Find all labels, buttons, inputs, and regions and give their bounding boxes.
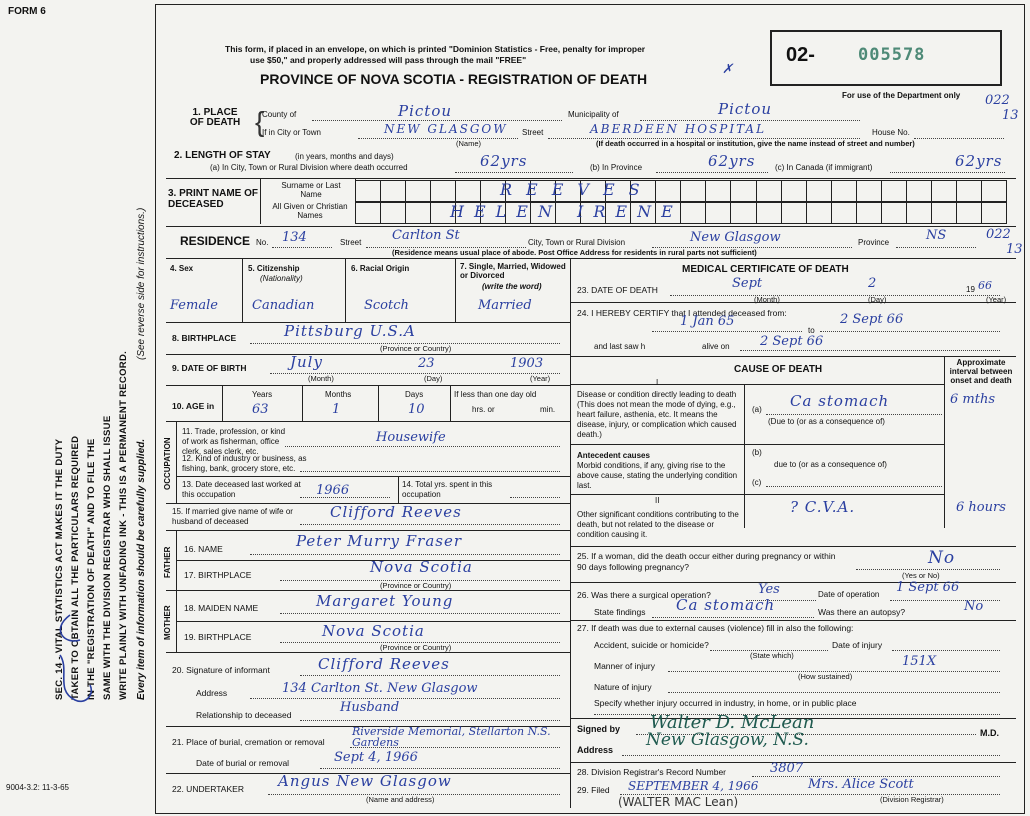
surname-grid xyxy=(355,180,1007,202)
undertaker-caption: (Name and address) xyxy=(366,795,435,804)
citizenship-value: Canadian xyxy=(252,298,315,313)
bracket: { xyxy=(255,106,265,137)
state-which-caption: (State which) xyxy=(750,651,794,660)
residence-prov: NS xyxy=(926,228,947,243)
race-value: Scotch xyxy=(364,298,409,313)
death-year-prefix: 19 xyxy=(966,285,975,294)
interval-label: Approximate interval between onset and death xyxy=(949,358,1013,385)
place-code-1: 022 xyxy=(985,93,1010,108)
house-label: House No. xyxy=(872,128,910,137)
q29-label: 29. Filed xyxy=(577,785,610,795)
residence-street-label: Street xyxy=(340,238,362,247)
county-value: Pictou xyxy=(398,102,453,120)
birthplace-value: Pittsburg U.S.A xyxy=(284,322,416,340)
age-days: 10 xyxy=(408,402,425,417)
side-text-4: SAME WITH THE DIVISION REGISTRAR WHO SHALL ISSUE xyxy=(102,415,113,700)
marital-label: 7. Single, Married, Widowed or Divorced xyxy=(460,262,566,280)
q25-label: 25. If a woman, did the death occur either during pregnancy or within 90 days following pregnancy? xyxy=(577,551,836,572)
manner-mark: 151X xyxy=(902,654,937,669)
death-year: 66 xyxy=(978,279,992,292)
q13-value: 1966 xyxy=(316,483,350,498)
mark-x: ✗ xyxy=(722,62,733,77)
sex-label: 4. Sex xyxy=(170,264,194,273)
interval-other: 6 hours xyxy=(956,500,1006,515)
mother-birthplace: Nova Scotia xyxy=(322,622,425,640)
residence-label: RESIDENCE xyxy=(180,234,251,248)
father-name-label: 16. NAME xyxy=(184,544,223,554)
place-of-death-label: 1. PLACE OF DEATH xyxy=(189,107,241,128)
death-day-cap: (Day) xyxy=(868,295,887,304)
due-to-a: (Due to (or as a consequence of) xyxy=(768,417,885,426)
municipality-value: Pictou xyxy=(718,100,773,118)
specify-label: Specify whether injury occurred in industry, in home, or in public place xyxy=(594,698,857,708)
form-number: 9004-3.2: 11-3-65 xyxy=(6,783,70,792)
hrs-label: hrs. or xyxy=(472,405,495,414)
place-code-2: 13 xyxy=(1002,108,1019,123)
other-conditions-value: ? C.V.A. xyxy=(790,498,856,516)
surname-value: REEVES xyxy=(500,180,654,199)
doctor-printed-name: (WALTER MAC Lean) xyxy=(618,795,739,809)
side-reverse-note: (See reverse side for instructions.) xyxy=(136,207,147,360)
q13-label: 13. Date deceased last worked at this occupation xyxy=(182,480,301,499)
residence-note: (Residence means usual place of abode. Post Office Address for residents in rural parts not sufficient) xyxy=(392,248,757,257)
father-birthplace: Nova Scotia xyxy=(370,558,473,576)
burial-date: Sept 4, 1966 xyxy=(334,750,418,765)
q12-label: 12. Kind of industry or business, as fishing, bank, grocery store, etc. xyxy=(182,454,307,473)
residence-street: Carlton St xyxy=(392,228,460,243)
undertaker-value: Angus New Glasgow xyxy=(278,772,452,790)
dob-year: 1903 xyxy=(510,356,544,371)
municipality-label: Municipality of xyxy=(568,110,619,119)
operation-date: 1 Sept 66 xyxy=(896,580,960,595)
death-year-cap: (Year) xyxy=(986,295,1007,304)
father-birthplace-label: 17. BIRTHPLACE xyxy=(184,570,252,580)
q22-label: 22. UNDERTAKER xyxy=(172,784,244,794)
antecedent-title: Antecedent causes xyxy=(577,451,650,460)
record-number: 3807 xyxy=(770,761,804,776)
operation-date-label: Date of operation xyxy=(818,590,880,599)
envelope-note-1: This form, if placed in an envelope, on which is printed "Dominion Statistics - Free, penalty for improper xyxy=(225,44,646,54)
residence-no: 134 xyxy=(282,230,307,245)
age-months: 1 xyxy=(332,402,341,417)
q14-label: 14. Total yrs. spent in this occupation xyxy=(402,480,493,499)
q24-label: 24. I HEREBY CERTIFY that I attended deceased from: xyxy=(577,308,787,318)
signed-by-label: Signed by xyxy=(577,724,621,734)
birthplace-label: 8. BIRTHPLACE xyxy=(172,333,237,343)
doctor-address: New Glasgow, N.S. xyxy=(646,730,809,750)
stay-c-value: 62yrs xyxy=(955,152,1003,170)
residence-no-label: No. xyxy=(256,238,269,247)
mother-name: Margaret Young xyxy=(316,592,454,610)
interval-a: 6 mths xyxy=(950,392,995,407)
q11-value: Housewife xyxy=(376,430,446,445)
injury-date-label: Date of injury xyxy=(832,640,883,650)
dob-day-cap: (Day) xyxy=(424,374,443,383)
city-label: If in City or Town xyxy=(262,128,321,137)
envelope-note-2: use $50," and properly addressed will pass through the mail "FREE" xyxy=(250,55,527,65)
cause-title: CAUSE OF DEATH xyxy=(734,364,823,375)
burial-place: Riverside Memorial, Stellarton N.S. Gardens xyxy=(352,725,551,749)
informant-address-label: Address xyxy=(196,688,228,698)
mother-bp-caption: (Province or Country) xyxy=(380,643,452,652)
findings-label: State findings xyxy=(594,607,646,617)
cause-c-label: (c) xyxy=(752,478,762,487)
surname-label: Surname or Last Name xyxy=(281,181,341,199)
form-label: FORM 6 xyxy=(8,6,46,17)
mother-birthplace-label: 19. BIRTHPLACE xyxy=(184,632,252,642)
death-day: 2 xyxy=(868,276,877,291)
father-name: Peter Murry Fraser xyxy=(296,532,463,550)
attended-from: 1 Jan 65 xyxy=(680,314,735,329)
county-label: County of xyxy=(262,110,297,119)
registrar-caption: (Division Registrar) xyxy=(880,795,944,804)
q11-label: 11. Trade, profession, or kind of work as fisherman, office clerk, sales clerk, etc. xyxy=(182,427,286,456)
registrar-signature: Mrs. Alice Scott xyxy=(808,777,914,792)
autopsy-label: Was there an autopsy? xyxy=(818,607,906,617)
dob-day: 23 xyxy=(418,356,435,371)
min-label: min. xyxy=(540,405,556,414)
name-caption: (Name) xyxy=(456,139,482,148)
q23-label: 23. DATE OF DEATH xyxy=(577,285,658,295)
side-note: Every item of information should be carefully supplied. xyxy=(136,438,147,700)
pregnancy-answer: No xyxy=(928,548,956,568)
city-value: NEW GLASGOW xyxy=(384,122,508,136)
length-of-stay-label: 2. LENGTH OF STAY xyxy=(174,150,271,161)
last-saw-value: 2 Sept 66 xyxy=(760,334,824,349)
sex-value: Female xyxy=(170,298,218,313)
institution-caption: (If death occurred in a hospital or institution, give the name instead of street and number) xyxy=(596,139,915,148)
disease-label: Disease or condition directly leading to death (This does not mean the mode of dying, e.g., heart failure, asthenia, etc. It means the disease, injury, or complication which caused death.) xyxy=(577,390,737,439)
mother-name-label: 18. MAIDEN NAME xyxy=(184,603,259,613)
dept-use-note: For use of the Department only xyxy=(842,91,961,100)
reg-number-prefix: 02- xyxy=(786,44,815,66)
cause-a-label: (a) xyxy=(752,405,762,414)
cause-a-value: Ca stomach xyxy=(790,392,890,410)
residence-code-1: 022 xyxy=(986,227,1011,242)
side-text-1: SEC. 14 - VITAL STATISTICS ACT MAKES IT THE DUTY xyxy=(54,438,65,700)
q28-label: 28. Division Registrar's Record Number xyxy=(577,767,727,777)
q21-label: 21. Place of burial, cremation or removal xyxy=(172,737,325,747)
form-title: PROVINCE OF NOVA SCOTIA - REGISTRATION OF DEATH xyxy=(260,71,648,87)
side-text-3: IN THE "REGISTRATION OF DEATH" AND TO FILE THE xyxy=(86,438,97,700)
residence-city-label: City, Town or Rural Division xyxy=(528,238,626,247)
relationship-value: Husband xyxy=(340,700,400,715)
md-label: M.D. xyxy=(980,728,999,738)
roman-one: I xyxy=(656,378,659,387)
relationship-label: Relationship to deceased xyxy=(196,710,292,720)
cause-b-label: (b) xyxy=(752,448,762,457)
autopsy-answer: No xyxy=(964,599,984,614)
accident-label: Accident, suicide or homicide? xyxy=(594,640,709,650)
death-month-cap: (Month) xyxy=(754,295,780,304)
birthplace-caption: (Province or Country) xyxy=(380,344,452,353)
nature-label: Nature of injury xyxy=(594,682,652,692)
findings-value: Ca stomach xyxy=(676,596,776,614)
side-text-5: WRITE PLAINLY WITH UNFADING INK - THIS IS A PERMANENT RECORD. xyxy=(118,350,129,700)
operation-answer: Yes xyxy=(758,582,780,597)
death-month: Sept xyxy=(732,276,763,291)
residence-city: New Glasgow xyxy=(690,230,781,245)
side-text-2: TAKER TO OBTAIN ALL THE PARTICULARS REQUIRED xyxy=(70,435,81,700)
given-names-value: HELEN IRENE xyxy=(450,202,683,221)
q26-label: 26. Was there a surgical operation? xyxy=(577,590,711,600)
citizenship-sub: (Nationality) xyxy=(260,274,303,283)
citizenship-label: 5. Citizenship xyxy=(248,264,300,273)
burial-date-label: Date of burial or removal xyxy=(196,758,290,768)
yes-no-caption: (Yes or No) xyxy=(902,571,940,580)
q27-label: 27. If death was due to external causes (violence) fill in also the following: xyxy=(577,623,854,633)
days-label: Days xyxy=(405,390,424,399)
how-sustained-caption: (How sustained) xyxy=(798,672,853,681)
print-name-label: 3. PRINT NAME OF DECEASED xyxy=(168,188,259,210)
residence-prov-label: Province xyxy=(858,238,890,247)
stay-a-label: (a) In City, Town or Rural Division where death occurred xyxy=(210,163,408,172)
race-label: 6. Racial Origin xyxy=(351,264,410,273)
stay-c-label: (c) In Canada (if immigrant) xyxy=(775,163,873,172)
marital-sub: (write the word) xyxy=(482,282,542,291)
informant-address: 134 Carlton St. New Glasgow xyxy=(282,681,478,696)
doctor-signature: Walter D. McLean xyxy=(650,712,815,733)
stay-b-value: 62yrs xyxy=(708,152,756,170)
occupation-side: OCCUPATION xyxy=(163,437,172,490)
spouse-value: Clifford Reeves xyxy=(330,503,462,521)
years-label: Years xyxy=(252,390,273,399)
dob-month: July xyxy=(290,353,323,371)
filed-date: SEPTEMBER 4, 1966 xyxy=(628,779,759,793)
dob-year-cap: (Year) xyxy=(530,374,551,383)
mother-side: MOTHER xyxy=(163,605,172,640)
months-label: Months xyxy=(325,390,352,399)
father-bp-caption: (Province or Country) xyxy=(380,581,452,590)
street-value: ABERDEEN HOSPITAL xyxy=(590,122,767,136)
father-side: FATHER xyxy=(163,546,172,578)
age-years: 63 xyxy=(252,402,269,417)
less-than-day: If less than one day old xyxy=(454,390,537,399)
age-label: 10. AGE in xyxy=(172,401,215,411)
stay-a-value: 62yrs xyxy=(480,152,528,170)
length-of-stay-sub: (in years, months and days) xyxy=(295,152,394,161)
stay-b-label: (b) In Province xyxy=(590,163,643,172)
marital-value: Married xyxy=(478,298,532,313)
reg-number: 005578 xyxy=(858,45,926,65)
given-label: All Given or Christian Names xyxy=(272,202,348,220)
medical-title: MEDICAL CERTIFICATE OF DEATH xyxy=(682,264,849,275)
residence-code-2: 13 xyxy=(1006,242,1023,257)
q15-label: 15. If married give name of wife or husband of deceased xyxy=(172,507,293,526)
other-conditions-label: Other significant conditions contributing to the death, but not related to the disease or condition causing it. xyxy=(577,510,739,539)
due-to-b: due to (or as a consequence of) xyxy=(774,460,887,469)
last-saw-label: and last saw h xyxy=(594,342,646,351)
q20-label: 20. Signature of informant xyxy=(172,665,270,675)
attended-to-label: to xyxy=(808,326,815,335)
street-label: Street xyxy=(522,128,544,137)
doctor-address-label: Address xyxy=(577,745,614,755)
manner-label: Manner of injury xyxy=(594,661,655,671)
dob-month-cap: (Month) xyxy=(308,374,334,383)
roman-two: II xyxy=(655,496,660,505)
margin-scribble xyxy=(40,600,120,720)
alive-on-label: alive on xyxy=(702,342,730,351)
antecedent-text: Morbid conditions, if any, giving rise to the above cause, stating the underlying condition last. xyxy=(577,461,738,490)
dob-label: 9. DATE OF BIRTH xyxy=(172,363,247,373)
attended-to: 2 Sept 66 xyxy=(840,312,904,327)
informant-signature: Clifford Reeves xyxy=(318,655,450,673)
